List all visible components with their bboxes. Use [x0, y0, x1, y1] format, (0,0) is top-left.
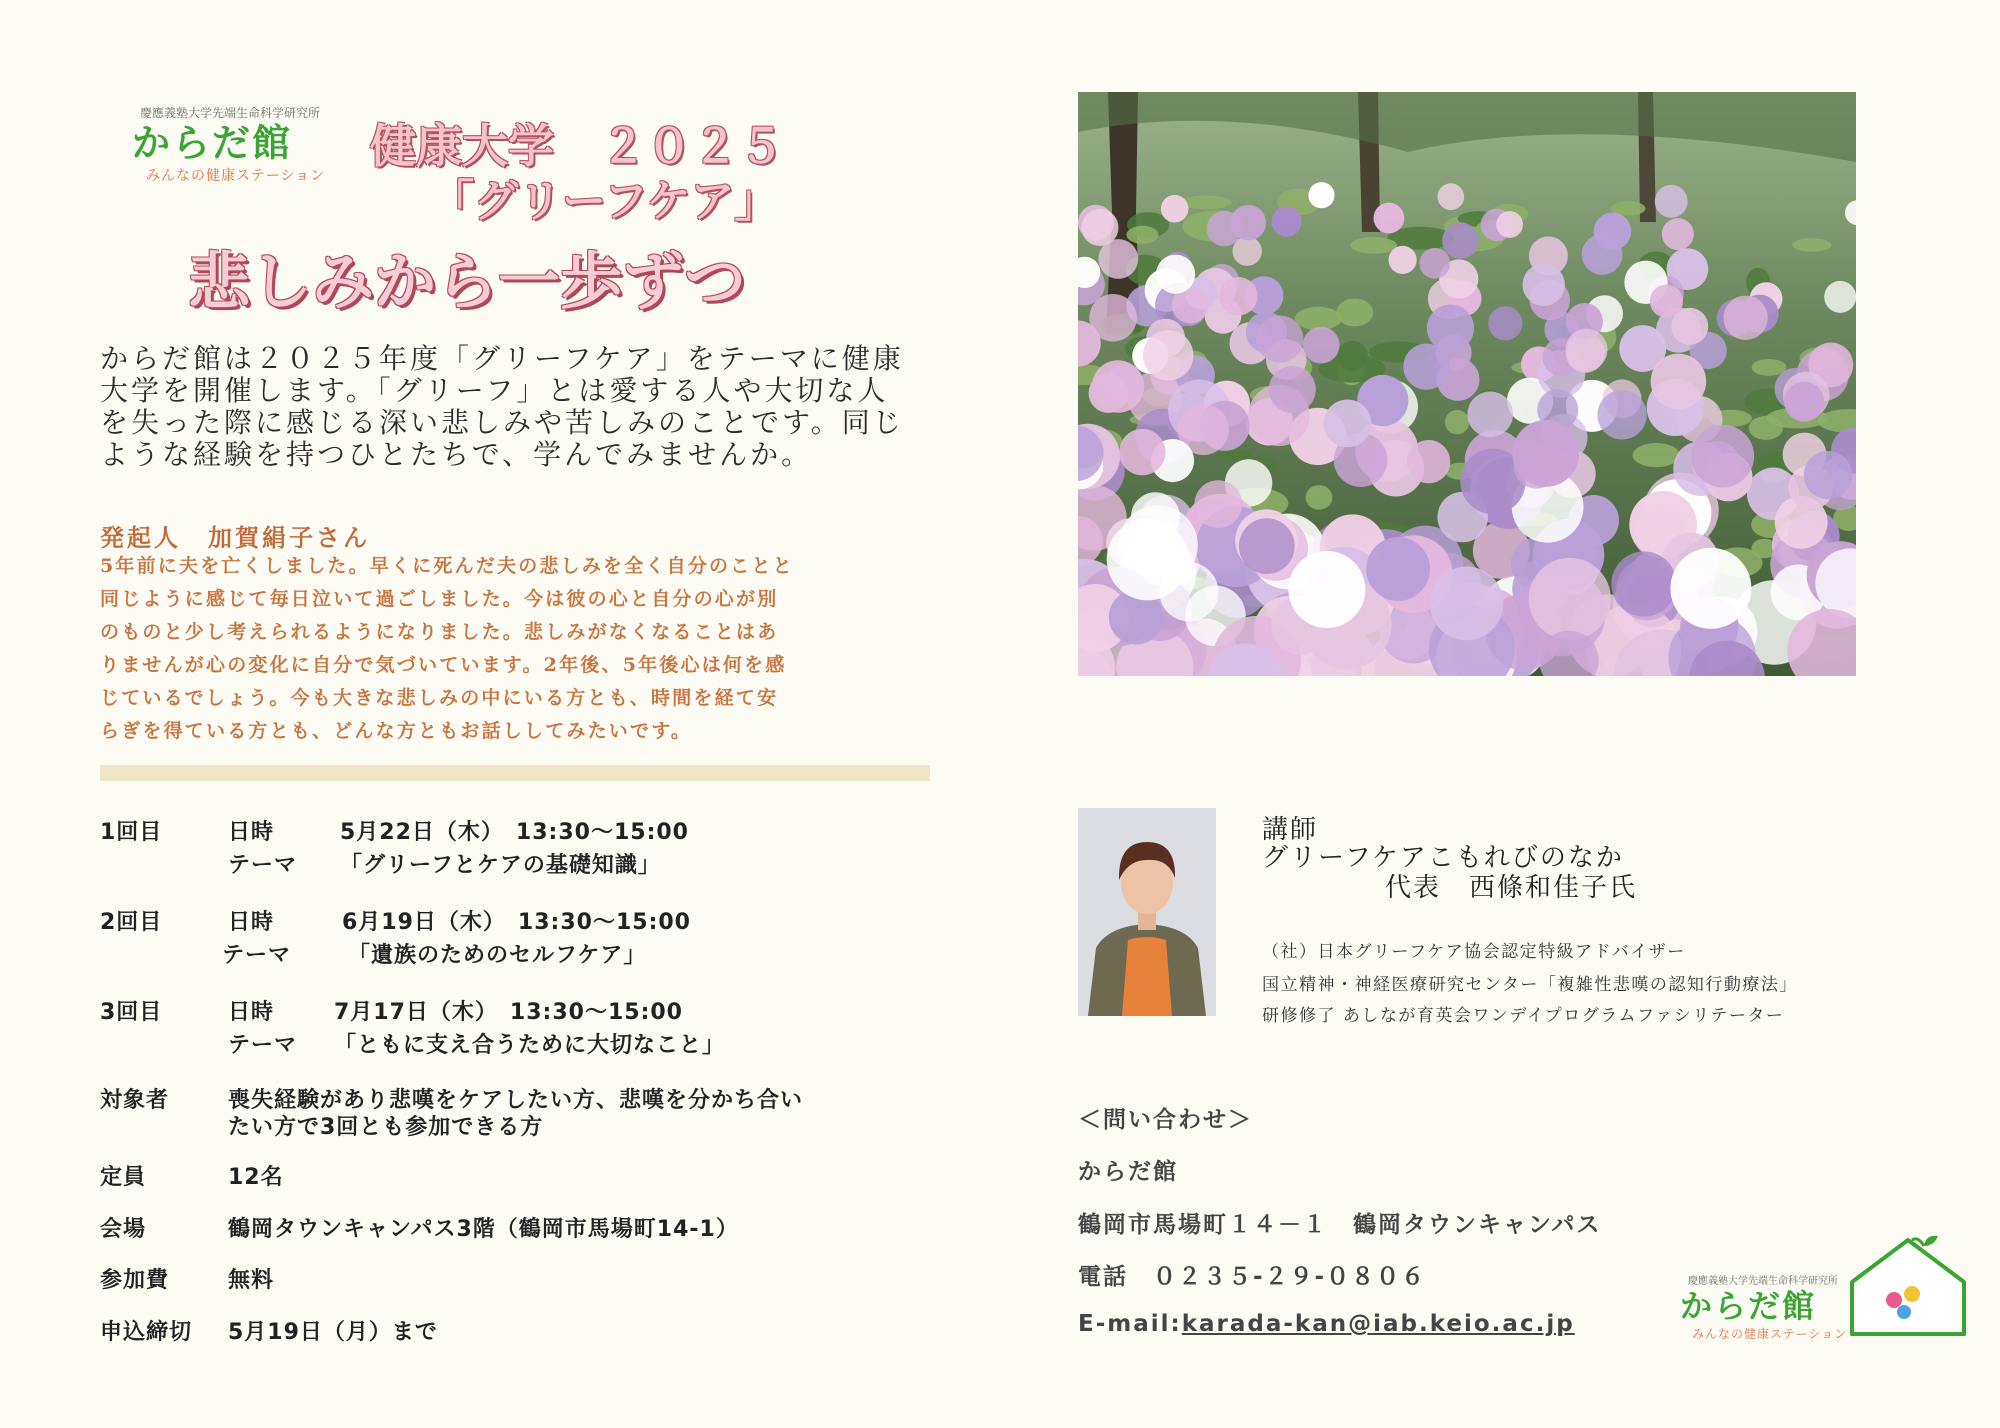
session-1-theme: 「グリーフとケアの基礎知識」	[340, 853, 661, 878]
venue-value: 鶴岡タウンキャンパス3階（鶴岡市馬場町14-1）	[228, 1217, 739, 1242]
logo-name: からだ館	[132, 121, 293, 165]
header-line2: 「グリーフケア」	[430, 176, 779, 227]
hydrangea-photo	[1078, 92, 1856, 676]
deadline-label: 申込締切	[100, 1320, 193, 1345]
section-divider	[100, 765, 930, 781]
logo-top	[132, 104, 332, 185]
session-3-theme: 「ともに支え合うために大切なこと」	[334, 1033, 726, 1058]
session-1-date-label: 日時	[228, 820, 275, 845]
lecturer-cred-3: 研修修了 あしなが育英会ワンデイプログラムファシリテーター	[1262, 1006, 1785, 1026]
contact-address: 鶴岡市馬場町１４－１ 鶴岡タウンキャンパス	[1078, 1212, 1602, 1238]
capacity-label: 定員	[100, 1165, 147, 1190]
session-1-num: 1回目	[100, 820, 163, 845]
intro-line: を失った際に感じる深い悲しみや苦しみのことです。同じ	[100, 406, 904, 439]
capacity-value: 12名	[228, 1165, 284, 1190]
session-3-num: 3回目	[100, 1000, 163, 1025]
session-2-date: 6月19日（木） 13:30〜15:00	[342, 910, 691, 935]
deadline-value: 5月19日（月）まで	[228, 1320, 438, 1345]
founder-line: りませんが心の変化に自分で気づいています。2年後、5年後心は何を感	[100, 654, 787, 676]
email-label: E-mail:	[1078, 1311, 1182, 1337]
lecturer-portrait	[1078, 808, 1216, 1016]
logo-bottom-name: からだ館	[1680, 1287, 1817, 1325]
intro-line: ような経験を持つひとたちで、学んでみませんか。	[100, 438, 813, 471]
fee-value: 無料	[228, 1268, 275, 1293]
session-1-date: 5月22日（木） 13:30〜15:00	[340, 820, 689, 845]
founder-line: じているでしょう。今も大きな悲しみの中にいる方とも、時間を経て安	[100, 687, 779, 709]
session-3-date: 7月17日（木） 13:30〜15:00	[334, 1000, 683, 1025]
logo-bottom	[1680, 1272, 1850, 1342]
target-line1: 喪失経験があり悲嘆をケアしたい方、悲嘆を分かち合い	[228, 1088, 804, 1113]
session-2-num: 2回目	[100, 910, 163, 935]
contact-phone: 電話 ０２３５-２９-０８０６	[1078, 1264, 1427, 1290]
session-2-date-label: 日時	[228, 910, 275, 935]
intro-text	[100, 343, 930, 471]
logo-bottom-tagline: みんなの健康ステーション	[1692, 1327, 1848, 1341]
lecturer-cred-1: （社）日本グリーフケア協会認定特級アドバイザー	[1262, 942, 1686, 962]
session-3-theme-label: テーマ	[228, 1033, 298, 1058]
founder-line: 同じように感じて毎日泣いて過ごしました。今は彼の心と自分の心が別	[100, 588, 779, 610]
contact-org: からだ館	[1078, 1159, 1178, 1185]
house-icon	[1846, 1232, 1970, 1338]
session-3-date-label: 日時	[228, 1000, 275, 1025]
founder-heading: 発起人 加賀絹子さん	[100, 523, 370, 552]
logo-bottom-institute-text: 慶應義塾大学先端生命科学研究所	[1688, 1276, 1838, 1287]
lecturer-org: グリーフケアこもれびのなか	[1262, 843, 1624, 873]
session-2-theme: 「遺族のためのセルフケア」	[348, 943, 647, 968]
intro-line: からだ館は２０２５年度「グリーフケア」をテーマに健康	[100, 342, 904, 375]
founder-line: のものと少し考えられるようになりました。悲しみがなくなることはあ	[100, 621, 779, 643]
founder-message	[100, 550, 794, 748]
intro-line: 大学を開催します。「グリーフ」とは愛する人や大切な人	[100, 374, 889, 407]
logo-tagline: みんなの健康ステーション	[146, 168, 326, 184]
target-line2: たい方で3回とも参加できる方	[228, 1115, 544, 1140]
venue-label: 会場	[100, 1217, 147, 1242]
lecturer-cred-2: 国立精神・神経医療研究センター「複雑性悲嘆の認知行動療法」	[1262, 975, 1798, 995]
founder-line: らぎを得ている方とも、どんな方ともお話ししてみたいです。	[100, 720, 693, 742]
session-1-theme-label: テーマ	[228, 853, 298, 878]
contact-heading: ＜問い合わせ＞	[1078, 1107, 1253, 1133]
email-link[interactable]: karada-kan@iab.keio.ac.jp	[1181, 1311, 1575, 1337]
lecturer-name: 代表 西條和佳子氏	[1385, 873, 1638, 903]
contact-email-row	[1078, 1311, 1575, 1337]
main-title: 悲しみから一歩ずつ	[188, 245, 747, 318]
target-label: 対象者	[100, 1088, 170, 1113]
founder-line: 5年前に夫を亡くしました。早くに死んだ夫の悲しみを全く自分のことと	[100, 555, 794, 577]
header-line1: 健康大学 ２０２５	[370, 119, 784, 173]
session-2-theme-label: テーマ	[222, 943, 292, 968]
logo-institute-text: 慶應義塾大学先端生命科学研究所	[140, 106, 321, 120]
lecturer-label: 講師	[1262, 815, 1319, 845]
fee-label: 参加費	[100, 1268, 170, 1293]
